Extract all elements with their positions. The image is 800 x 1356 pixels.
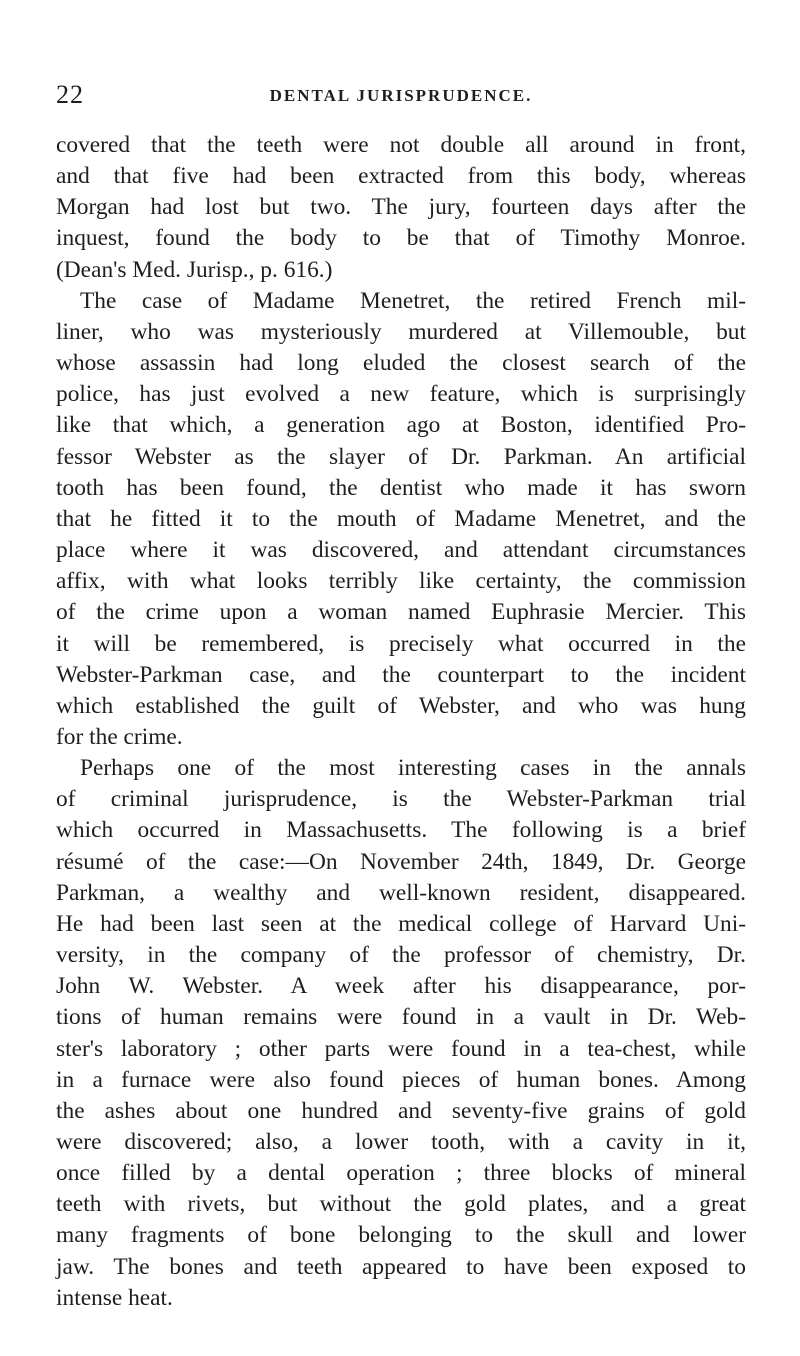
text-line: Webster-Parkman case, and the counterpart to the incident xyxy=(56,661,746,688)
text-line: whose assassin had long eluded the closest search of the xyxy=(56,350,746,377)
text-line: it will be remembered, is precisely what occurred in the xyxy=(56,630,746,657)
text-line: place where it was discovered, and attendant circumstances xyxy=(56,537,746,564)
text-line: tions of human remains were found in a vault in Dr. Web- xyxy=(56,1004,746,1031)
page-header xyxy=(56,80,746,110)
text-line: of the crime upon a woman named Euphrasie Mercier. This xyxy=(56,599,746,626)
text-line: The case of Madame Menetret, the retired French mil- xyxy=(80,287,746,314)
text-line: He had been last seen at the medical college of Harvard Uni- xyxy=(56,910,746,937)
text-line: in a furnace were also found pieces of human bones. Among xyxy=(56,1066,746,1093)
page-number: 22 xyxy=(56,80,84,109)
text-line: once filled by a dental operation ; three blocks of mineral xyxy=(56,1160,746,1187)
running-head: DENTAL JURISPRUDENCE. xyxy=(269,86,533,105)
text-line: the ashes about one hundred and seventy-five grains of gold xyxy=(56,1097,746,1124)
text-line: which occurred in Massachusetts. The following is a brief xyxy=(56,817,746,844)
text-line: were discovered; also, a lower tooth, with a cavity in it, xyxy=(56,1129,746,1155)
text-line: John W. Webster. A week after his disappearance, por- xyxy=(56,973,746,1000)
text-line: that he fitted it to the mouth of Madame Menetret, and the xyxy=(56,505,746,532)
text-line: liner, who was mysteriously murdered at Villemouble, but xyxy=(56,318,746,345)
text-line: Parkman, a wealthy and well-known resident, disappeared. xyxy=(56,879,746,906)
text-line: intense heat. xyxy=(56,1284,173,1311)
text-line: fessor Webster as the slayer of Dr. Parkman. An artificial xyxy=(56,443,746,470)
text-line: like that which, a generation ago at Boston, identified Pro- xyxy=(56,412,746,439)
text-line: and that five had been extracted from this body, whereas xyxy=(56,163,746,190)
text-line: police, has just evolved a new feature, which is surprisingly xyxy=(56,381,746,408)
text-line: (Dean's Med. Jurisp., p. 616.) xyxy=(56,256,333,283)
text-line: résumé of the case:—On November 24th, 1849, Dr. George xyxy=(56,848,746,875)
text-line: teeth with rivets, but without the gold plates, and a great xyxy=(56,1191,746,1218)
text-line: covered that the teeth were not double all around in front, xyxy=(56,132,746,158)
text-line: tooth has been found, the dentist who made it has sworn xyxy=(56,474,746,501)
text-line: affix, with what looks terribly like certainty, the commission xyxy=(56,568,746,595)
text-line: Perhaps one of the most interesting cases in the annals xyxy=(80,755,746,782)
body-text xyxy=(56,130,746,1314)
text-line: Morgan had lost but two. The jury, fourteen days after the xyxy=(56,194,746,221)
text-line: versity, in the company of the professor of chemistry, Dr. xyxy=(56,942,746,969)
text-line: which established the guilt of Webster, and who was hung xyxy=(56,692,746,719)
text-line: ster's laboratory ; other parts were found in a tea-chest, while xyxy=(56,1035,746,1062)
text-line: many fragments of bone belonging to the skull and lower xyxy=(56,1222,746,1249)
text-line: inquest, found the body to be that of Timothy Monroe. xyxy=(56,225,746,252)
text-line: of criminal jurisprudence, is the Webster-Parkman trial xyxy=(56,786,746,813)
text-line: for the crime. xyxy=(56,723,183,750)
text-line: jaw. The bones and teeth appeared to have been exposed to xyxy=(56,1253,746,1280)
